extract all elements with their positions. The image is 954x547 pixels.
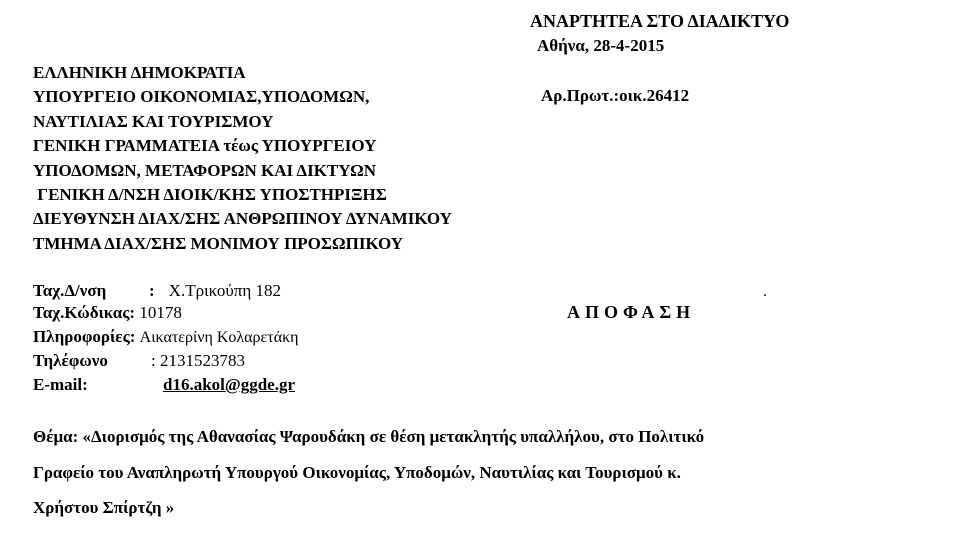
subject-line-2: Γραφείο του Αναπληρωτή Υπουργού Οικονομίας, Υποδομών, Ναυτιλίας και Τουρισμού κ. xyxy=(33,463,681,482)
issuer-line: ΕΛΛΗΝΙΚΗ ΔΗΜΟΚΡΑΤΙΑ xyxy=(33,63,246,82)
phone-value: : 2131523783 xyxy=(151,351,245,370)
stray-dot: . xyxy=(763,283,767,300)
postcode-row xyxy=(33,302,182,324)
email-label: E-mail: xyxy=(33,375,88,394)
address-value: Χ.Τρικούπη 182 xyxy=(168,281,281,300)
decision-title: ΑΠΟΦΑΣΗ xyxy=(567,302,696,322)
issuer-line: ΥΠΟΥΡΓΕΙΟ ΟΙΚΟΝΟΜΙΑΣ,ΥΠΟΔΟΜΩΝ, xyxy=(33,87,370,107)
subject-line-1: Θέμα: «Διορισμός της Αθανασίας Ψαρουδάκη σε θέση μετακλητής υπαλλήλου, στο Πολιτικό xyxy=(33,427,705,446)
issuer-line: ΔΙΕΥΘΥΝΣΗ ΔΙΑΧ/ΣΗΣ ΑΝΘΡΩΠΙΝΟΥ ΔΥΝΑΜΙΚΟΥ xyxy=(33,209,452,229)
posting-note: ΑΝΑΡΤΗΤΕΑ ΣΤΟ ΔΙΑΔΙΚΤΥΟ xyxy=(530,11,790,31)
subject-line-3: Χρήστου Σπίρτζη » xyxy=(33,498,175,517)
issuer-line: ΥΠΟΔΟΜΩΝ, ΜΕΤΑΦΟΡΩΝ ΚΑΙ ΔΙΚΤΥΩΝ xyxy=(33,160,376,180)
phone-label: Τηλέφωνο xyxy=(33,351,108,370)
email-link[interactable]: d16.akol@ggde.gr xyxy=(163,375,295,394)
issuer-line: ΤΜΗΜΑ ΔΙΑΧ/ΣΗΣ ΜΟΝΙΜΟΥ ΠΡΟΣΩΠΙΚΟΥ xyxy=(33,233,404,253)
address-separator: : xyxy=(149,281,155,300)
issuer-block xyxy=(33,61,452,256)
issuer-line: ΝΑΥΤΙΛΙΑΣ ΚΑΙ ΤΟΥΡΙΣΜΟΥ xyxy=(33,111,274,131)
issuer-line: ΓΕΝΙΚΗ ΓΡΑΜΜΑΤΕΙΑ τέως ΥΠΟΥΡΓΕΙΟΥ xyxy=(33,136,377,156)
issuer-line: ΓΕΝΙΚΗ Δ/ΝΣΗ ΔΙΟΙΚ/ΚΗΣ ΥΠΟΣΤΗΡΙΞΗΣ xyxy=(33,185,387,205)
info-row xyxy=(33,326,299,348)
address-label: Ταχ.Δ/νση xyxy=(33,281,107,300)
protocol-number: Αρ.Πρωτ.:οικ.26412 xyxy=(541,86,690,105)
address-row xyxy=(33,280,281,302)
info-value: Αικατερίνη Κολαρετάκη xyxy=(139,329,299,346)
info-label: Πληροφορίες: xyxy=(33,327,136,346)
postcode-value: 10178 xyxy=(139,303,182,322)
postcode-label: Ταχ.Κώδικας: xyxy=(33,303,136,322)
phone-row xyxy=(33,350,245,372)
place-date: Αθήνα, 28-4-2015 xyxy=(537,36,665,55)
email-row xyxy=(33,374,295,396)
